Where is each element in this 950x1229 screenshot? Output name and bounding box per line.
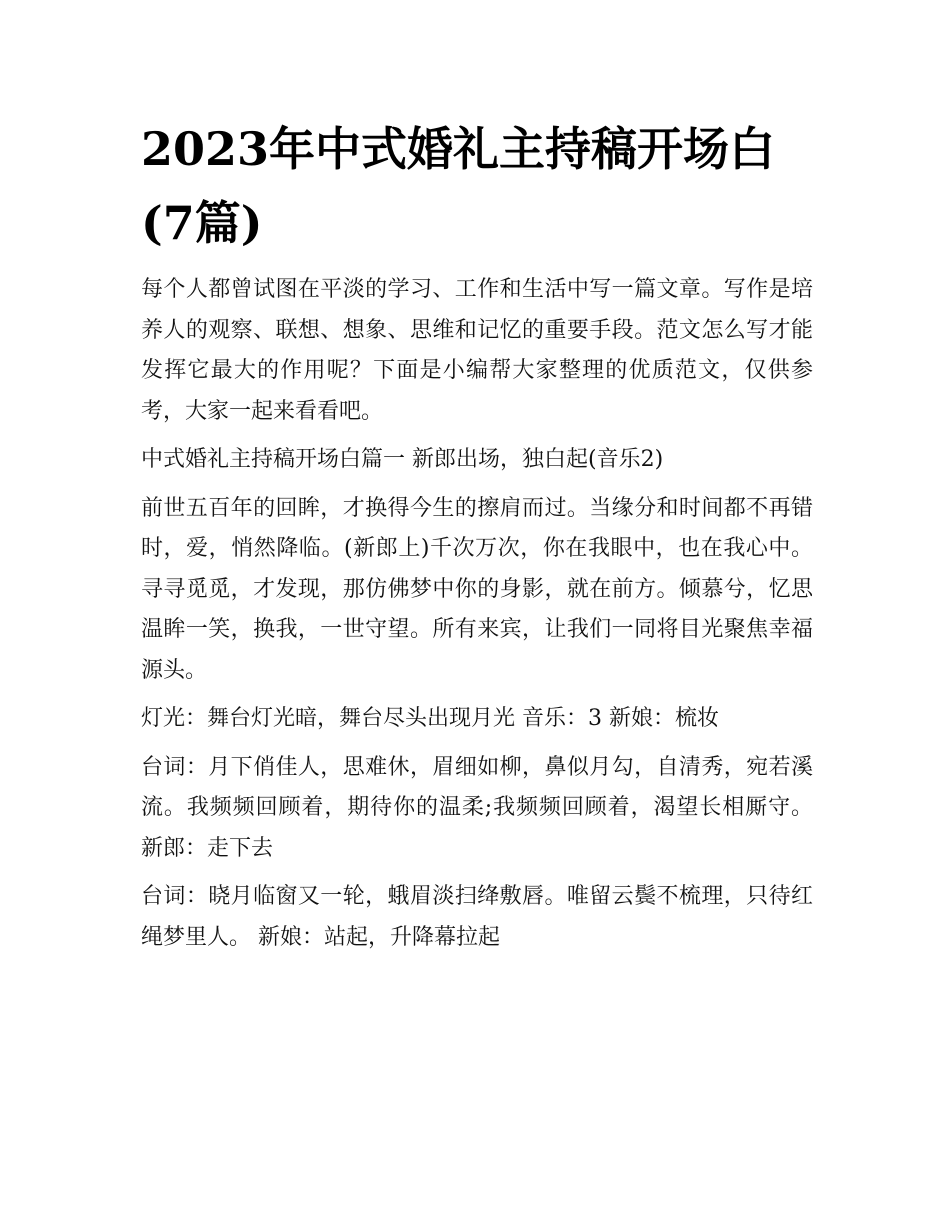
document-body: [141, 270, 813, 958]
intro-paragraph: 每个人都曾试图在平淡的学习、工作和生活中写一篇文章。写作是培养人的观察、联想、想象、思维和记忆的重要手段。范文怎么写才能发挥它最大的作用呢？下面是小编帮大家整理的优质范文，仅供参考，大家一起来看看吧。: [141, 277, 813, 424]
lines-paragraph-2: 台词：晓月临窗又一轮，蛾眉淡扫绛敷唇。唯留云鬓不梳理，只待红绳梦里人。 新娘：站起，升降幕拉起: [141, 884, 813, 950]
lines-paragraph-1: 台词：月下俏佳人，思难休，眉细如柳，鼻似月勾，自清秀，宛若溪流。我频频回顾着，期待你的温柔;我频频回顾着，渴望长相厮守。 新郎：走下去: [141, 754, 813, 861]
monologue-paragraph: 前世五百年的回眸，才换得今生的擦肩而过。当缘分和时间都不再错时，爱，悄然降临。(新郎上)千次万次，你在我眼中，也在我心中。寻寻觅觅，才发现，那仿佛梦中你的身影，就在前方。倾慕兮，忆思温眸一笑，换我，一世守望。所有来宾，让我们一同将目光聚焦幸福源头。: [141, 495, 813, 683]
document-title: 2023年中式婚礼主持稿开场白(7篇): [141, 122, 776, 250]
lighting-cue-paragraph: 灯光：舞台灯光暗，舞台尽头出现月光 音乐：3 新娘：梳妆: [141, 706, 719, 731]
section-heading-paragraph: 中式婚礼主持稿开场白篇一 新郎出场，独白起(音乐2): [141, 447, 664, 472]
document-page: [141, 112, 813, 958]
